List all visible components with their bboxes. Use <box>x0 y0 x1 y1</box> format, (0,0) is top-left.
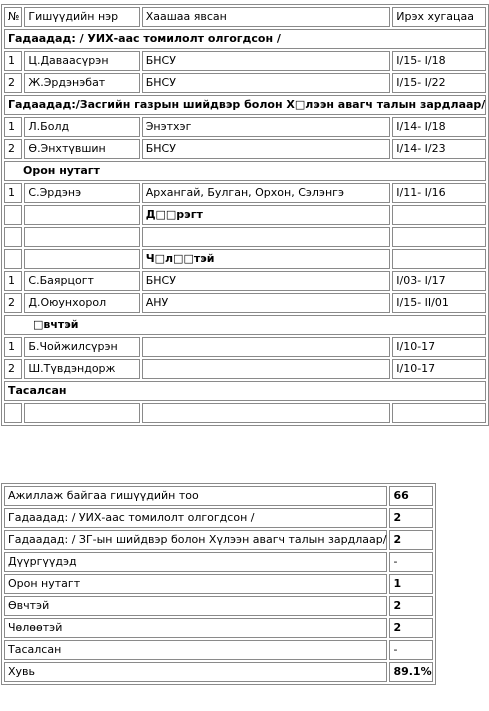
table-row <box>4 139 486 159</box>
summary-table <box>1 483 436 685</box>
member-name: Д.Оюунхорол <box>24 293 139 313</box>
summary-row <box>4 530 433 550</box>
section-title: Тасалсан <box>4 381 486 401</box>
empty-cell <box>24 205 139 225</box>
empty-cell <box>24 227 139 247</box>
section-row <box>4 29 486 49</box>
attendance-table <box>1 4 489 426</box>
member-name: Б.Чойжилсүрэн <box>24 337 139 357</box>
section-title: Гадаадад:/Засгийн газрын шийдвэр болон Х□лээн авагч талын зардлаар/ <box>4 95 486 115</box>
table-row <box>4 227 486 247</box>
destination <box>142 337 391 357</box>
row-num: 1 <box>4 51 22 71</box>
return-period: I/14- I/23 <box>392 139 486 159</box>
summary-row <box>4 662 433 682</box>
return-period: I/15- I/22 <box>392 73 486 93</box>
table-row <box>4 117 486 137</box>
empty-cell <box>4 249 22 269</box>
empty-cell <box>4 403 22 423</box>
row-num: 2 <box>4 293 22 313</box>
return-period: I/03- I/17 <box>392 271 486 291</box>
section-row <box>4 315 486 335</box>
summary-label: Хувь <box>4 662 387 682</box>
header-num: № <box>4 7 22 27</box>
row-num: 1 <box>4 337 22 357</box>
destination: БНСУ <box>142 139 391 159</box>
header-place: Хаашаа явсан <box>142 7 391 27</box>
table-row <box>4 359 486 379</box>
table-row <box>4 403 486 423</box>
member-name: Ш.Түвдэндорж <box>24 359 139 379</box>
empty-cell <box>4 227 22 247</box>
member-name: Ж.Эрдэнэбат <box>24 73 139 93</box>
empty-cell <box>142 403 391 423</box>
table-row <box>4 51 486 71</box>
section-row <box>4 381 486 401</box>
summary-value: 2 <box>389 618 432 638</box>
return-period: I/10-17 <box>392 359 486 379</box>
summary-value: 2 <box>389 508 432 528</box>
section-title: Ч□л□□тэй <box>142 249 391 269</box>
summary-value: - <box>389 552 432 572</box>
summary-value: - <box>389 640 432 660</box>
destination: Энэтхэг <box>142 117 391 137</box>
table-row <box>4 205 486 225</box>
destination: БНСУ <box>142 51 391 71</box>
summary-row <box>4 552 433 572</box>
section-title: □вчтэй <box>4 315 486 335</box>
summary-row <box>4 486 433 506</box>
empty-cell <box>392 205 486 225</box>
empty-cell <box>392 403 486 423</box>
table-row <box>4 249 486 269</box>
member-name: Л.Болд <box>24 117 139 137</box>
return-period: I/11- I/16 <box>392 183 486 203</box>
section-title: Д□□рэгт <box>142 205 391 225</box>
summary-value: 2 <box>389 596 432 616</box>
member-name: Ц.Даваасүрэн <box>24 51 139 71</box>
row-num: 1 <box>4 117 22 137</box>
summary-label: Гадаадад: / ЗГ-ын шийдвэр болон Хүлээн авагч талын зардлаар/ <box>4 530 387 550</box>
header-period: Ирэх хугацаа <box>392 7 486 27</box>
summary-value: 66 <box>389 486 432 506</box>
summary-label: Чөлөөтэй <box>4 618 387 638</box>
table-header-row <box>4 7 486 27</box>
empty-cell <box>4 205 22 225</box>
row-num: 1 <box>4 271 22 291</box>
table-row <box>4 73 486 93</box>
summary-row <box>4 618 433 638</box>
member-name: С.Эрдэнэ <box>24 183 139 203</box>
empty-cell <box>392 227 486 247</box>
return-period: I/10-17 <box>392 337 486 357</box>
empty-cell <box>24 403 139 423</box>
table-row <box>4 337 486 357</box>
row-num: 2 <box>4 359 22 379</box>
destination: БНСУ <box>142 73 391 93</box>
return-period: I/15- II/01 <box>392 293 486 313</box>
summary-value: 89.1% <box>389 662 432 682</box>
empty-cell <box>24 249 139 269</box>
table-row <box>4 271 486 291</box>
summary-row <box>4 596 433 616</box>
table-row <box>4 183 486 203</box>
section-row <box>4 161 486 181</box>
section-title: Орон нутагт <box>4 161 486 181</box>
empty-cell <box>392 249 486 269</box>
summary-value: 2 <box>389 530 432 550</box>
summary-row <box>4 574 433 594</box>
section-row <box>4 95 486 115</box>
destination <box>142 359 391 379</box>
destination: БНСУ <box>142 271 391 291</box>
row-num: 2 <box>4 73 22 93</box>
member-name: С.Баярцогт <box>24 271 139 291</box>
summary-label: Гадаадад: / УИХ-аас томилолт олгогдсон / <box>4 508 387 528</box>
member-name: Ө.Энхтүвшин <box>24 139 139 159</box>
destination: АНУ <box>142 293 391 313</box>
return-period: I/15- I/18 <box>392 51 486 71</box>
summary-label: Тасалсан <box>4 640 387 660</box>
summary-label: Ажиллаж байгаа гишүүдийн тоо <box>4 486 387 506</box>
return-period: I/14- I/18 <box>392 117 486 137</box>
row-num: 2 <box>4 139 22 159</box>
destination: Архангай, Булган, Орхон, Сэлэнгэ <box>142 183 391 203</box>
table-row <box>4 293 486 313</box>
section-title: Гадаадад: / УИХ-аас томилолт олгогдсон / <box>4 29 486 49</box>
empty-cell <box>142 227 391 247</box>
summary-value: 1 <box>389 574 432 594</box>
row-num: 1 <box>4 183 22 203</box>
summary-row <box>4 508 433 528</box>
header-name: Гишүүдийн нэр <box>24 7 139 27</box>
summary-label: Өвчтэй <box>4 596 387 616</box>
summary-row <box>4 640 433 660</box>
summary-label: Орон нутагт <box>4 574 387 594</box>
summary-label: Дүүргүүдэд <box>4 552 387 572</box>
